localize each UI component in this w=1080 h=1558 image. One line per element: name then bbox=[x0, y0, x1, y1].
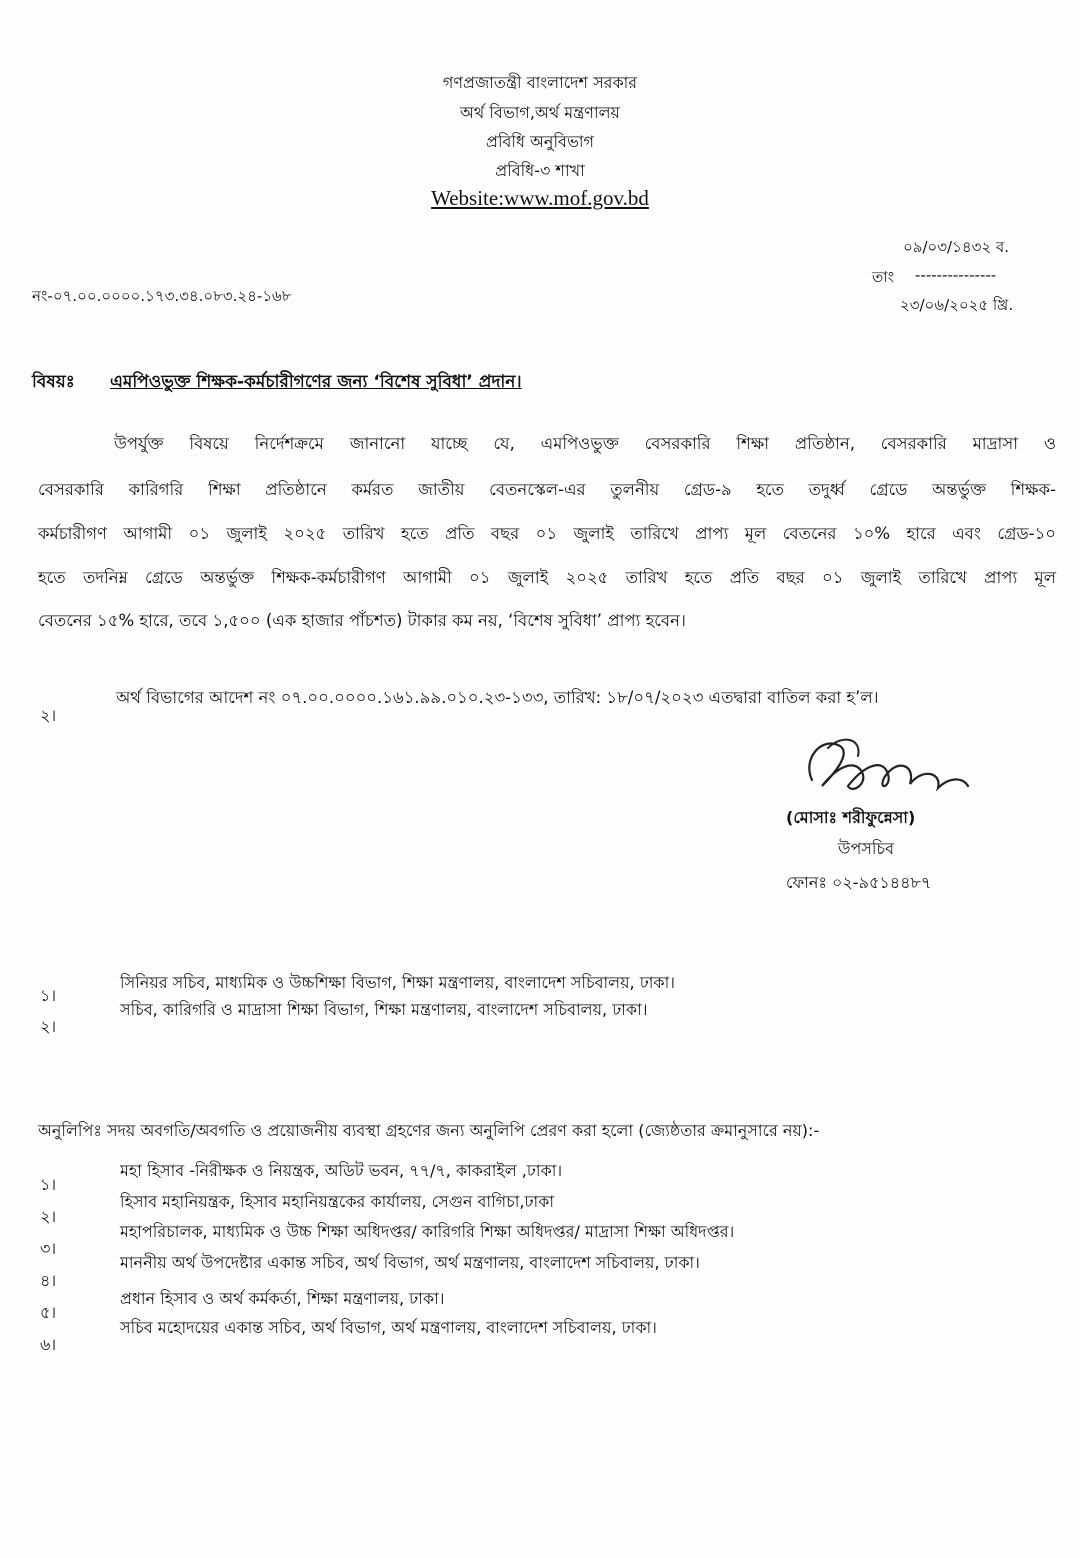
copy-item: হিসাব মহানিয়ন্ত্রক, হিসাব মহানিয়ন্ত্রকের কার্যালয়, সেগুন বাগিচা,ঢাকা bbox=[120, 1192, 555, 1211]
copy-item: প্রধান হিসাব ও অর্থ কর্মকর্তা, শিক্ষা মন্ত্রণালয়, ঢাকা। bbox=[120, 1289, 445, 1308]
recipient-item: সিনিয়র সচিব, মাধ্যমিক ও উচ্চশিক্ষা বিভাগ, শিক্ষা মন্ত্রণালয়, বাংলাদেশ সচিবালয়, ঢাকা। bbox=[120, 973, 675, 992]
date-gregorian: ২৩/০৬/২০২৫ খ্রি. bbox=[900, 296, 1014, 314]
paragraph-line: বেতনের ১৫% হারে, তবে ১,৫০০ (এক হাজার পাঁচশত) টাকার কম নয়, ‘বিশেষ সুবিধা’ প্রাপ্য হবেন। bbox=[38, 611, 686, 630]
signatory-phone: ফোনঃ ০২-৯৫১৪৪৮৭ bbox=[786, 873, 932, 892]
copy-item: মাননীয় অর্থ উপদেষ্টার একান্ত সচিব, অর্থ বিভাগ, অর্থ মন্ত্রণালয়, বাংলাদেশ সচিবালয়, ঢাকা। bbox=[120, 1253, 700, 1272]
copy-number: ১। bbox=[40, 1175, 57, 1194]
paragraph-line: কর্মচারীগণ আগামী ০১ জুলাই ২০২৫ তারিখ হতে প্রতি বছর ০১ জুলাই তারিখে প্রাপ্য মূল বেতনের ১০% হারে এবং গ্রেড-১০ bbox=[38, 524, 1056, 543]
signatory-name: (মোসাঃ শরীফুন্নেসা) bbox=[786, 808, 916, 827]
recipient-number: ১। bbox=[40, 986, 57, 1005]
copy-item: সচিব মহোদয়ের একান্ত সচিব, অর্থ বিভাগ, অর্থ মন্ত্রণালয়, বাংলাদেশ সচিবালয়, ঢাকা। bbox=[120, 1318, 657, 1337]
division-name: অর্থ বিভাগ,অর্থ মন্ত্রণালয় bbox=[460, 103, 620, 122]
copy-note: অনুলিপিঃ সদয় অবগতি/অবগতি ও প্রয়োজনীয় ব্যবস্থা গ্রহণের জন্য অনুলিপি প্রেরণ করা হলো (জ্যেষ্ঠতার ক্রমানুসারে নয়):- bbox=[38, 1121, 820, 1140]
govt-name: গণপ্রজাতন্ত্রী বাংলাদেশ সরকার bbox=[442, 73, 638, 92]
subject-label: বিষয়ঃ bbox=[32, 372, 75, 392]
date-bengali: ০৯/০৩/১৪৩২ ব. bbox=[903, 238, 1009, 256]
signature-mark bbox=[792, 728, 982, 808]
paragraph-line: হতে তদনিম্ন গ্রেডে অন্তর্ভুক্ত শিক্ষক-কর্মচারীগণ আগামী ০১ জুলাই ২০২৫ তারিখ হতে প্রতি বছর ০১ জুলাই তারিখে প্রাপ্য মূল bbox=[38, 568, 1056, 587]
subject-text: এমপিওভুক্ত শিক্ষক-কর্মচারীগণের জন্য ‘বিশেষ সুবিধা’ প্রদান। bbox=[110, 372, 522, 392]
paragraph-line: বেসরকারি কারিগরি শিক্ষা প্রতিষ্ঠানে কর্মরত জাতীয় বেতনস্কেল-এর তুলনীয় গ্রেড-৯ হতে তদুর্ধ্ব গ্রেডে অন্তর্ভুক্ত শিক্ষক- bbox=[38, 480, 1056, 499]
copy-item: মহা হিসাব -নিরীক্ষক ও নিয়ন্ত্রক, অডিট ভবন, ৭৭/৭, কাকরাইল ,ঢাকা। bbox=[120, 1161, 563, 1180]
branch-name: প্রবিধি-৩ শাখা bbox=[495, 161, 585, 180]
paragraph2-number: ২। bbox=[40, 706, 57, 725]
recipient-item: সচিব, কারিগরি ও মাদ্রাসা শিক্ষা বিভাগ, শিক্ষা মন্ত্রণালয়, বাংলাদেশ সচিবালয়, ঢাকা। bbox=[120, 1000, 648, 1019]
wing-name: প্রবিধি অনুবিভাগ bbox=[486, 132, 594, 151]
copy-item: মহাপরিচালক, মাধ্যমিক ও উচ্চ শিক্ষা অধিদপ্তর/ কারিগরি শিক্ষা অধিদপ্তর/ মাদ্রাসা শিক্ষা অধিদপ্তর। bbox=[120, 1222, 735, 1241]
memo-number: নং-০৭.০০.০০০০.১৭৩.৩৪.০৮৩.২৪-১৬৮ bbox=[32, 287, 292, 305]
signatory-designation: উপসচিব bbox=[838, 839, 895, 858]
copy-number: ৬। bbox=[40, 1335, 57, 1354]
date-label: তাং bbox=[872, 268, 895, 286]
copy-number: ৪। bbox=[40, 1271, 57, 1290]
paragraph2-text: অর্থ বিভাগের আদেশ নং ০৭.০০.০০০০.১৬১.৯৯.০১০.২৩-১৩৩, তারিখ: ১৮/০৭/২০২৩ এতদ্বারা বাতিল করা হ’ল। bbox=[116, 688, 879, 707]
date-dashes: --------------- bbox=[915, 266, 997, 284]
recipient-number: ২। bbox=[40, 1017, 57, 1036]
copy-number: ৫। bbox=[40, 1303, 57, 1322]
paragraph-line: উপর্যুক্ত বিষয়ে নির্দেশক্রমে জানানো যাচ্ছে যে, এমপিওভুক্ত বেসরকারি শিক্ষা প্রতিষ্ঠান, বেসরকারি মাদ্রাসা ও bbox=[114, 434, 1056, 453]
website-link[interactable]: Website:www.mof.gov.bd bbox=[431, 186, 649, 210]
copy-number: ৩। bbox=[40, 1239, 57, 1258]
copy-number: ২। bbox=[40, 1207, 57, 1226]
